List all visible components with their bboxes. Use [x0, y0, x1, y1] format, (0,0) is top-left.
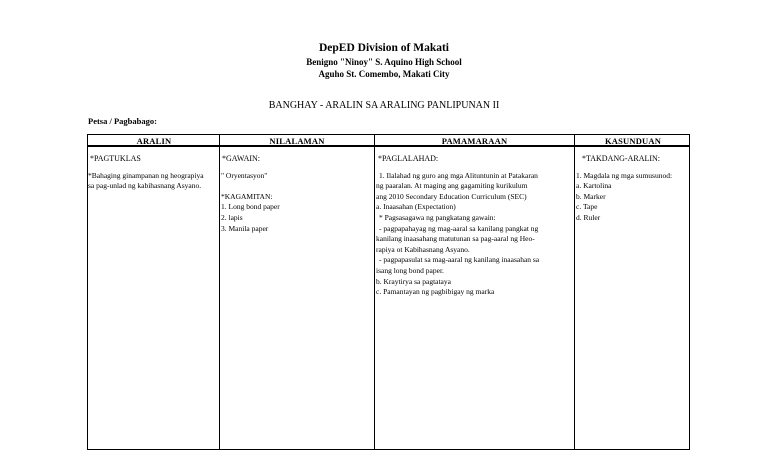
- kagamitan-item: 2. lapis: [221, 212, 243, 222]
- pamamaraan-line: kanilang inaasahang matutunan sa pag-aaral ng Heo-: [376, 234, 535, 244]
- pamamaraan-line: b. Kraytirya sa pagtataya: [376, 276, 451, 286]
- kasunduan-line: 1. Magdala ng mga sumusunod:: [576, 170, 673, 180]
- pamamaraan-line: rapiya ot Kabihasnang Asyano.: [376, 244, 470, 254]
- gawain-value: " Oryentasyon": [221, 170, 268, 180]
- kasunduan-line: d. Ruler: [576, 212, 601, 222]
- kasunduan-cell: [576, 154, 672, 224]
- school-name: Benigno "Ninoy" S. Aquino High School: [306, 57, 462, 67]
- nilalaman-cell: [221, 154, 280, 234]
- pamamaraan-line: * Pagsasagawa ng pangkatang gawain:: [379, 212, 496, 222]
- kagamitan-heading: *KAGAMITAN:: [221, 191, 273, 201]
- lesson-plan-title: BANGHAY - ARALIN SA ARALING PANLIPUNAN II: [268, 100, 500, 111]
- school-address: Aguho St. Comembo, Makati City: [318, 69, 450, 79]
- lesson-plan-table: [87, 134, 690, 450]
- pamamaraan-line: isang long bond paper.: [376, 265, 444, 275]
- table-header-row: [88, 135, 689, 147]
- kasunduan-line: b. Marker: [576, 191, 606, 201]
- pamamaraan-line: a. Inaasahan (Expectation): [376, 202, 456, 212]
- aralin-line: *Bahaging ginampanan ng heograpiya: [88, 170, 204, 180]
- header-pamamaraan: PAMAMARAAN: [441, 136, 508, 146]
- pamamaraan-cell: [376, 154, 539, 298]
- aralin-heading: *PAGTUKLAS: [90, 154, 141, 163]
- school-division-title: DepED Division of Makati: [318, 42, 450, 54]
- pamamaraan-line: ang 2010 Secondary Education Curriculum (SEC): [376, 191, 527, 201]
- takdang-aralin-heading: *TAKDANG-ARALIN:: [582, 154, 661, 163]
- column-divider: [574, 135, 575, 449]
- column-divider: [374, 135, 375, 449]
- header-aralin: ARALIN: [136, 136, 172, 146]
- aralin-cell: [88, 154, 204, 192]
- kasunduan-line: a. Kartolina: [576, 181, 612, 191]
- paglalahad-heading: *PAGLALAHAD:: [378, 154, 439, 163]
- petsa-label: Petsa / Pagbabago:: [88, 116, 157, 126]
- pamamaraan-line: ng paaralan. At maging ang gagamiting kurikulum: [376, 181, 528, 191]
- kasunduan-line: c. Tape: [576, 202, 598, 212]
- kagamitan-item: 3. Manila paper: [221, 223, 269, 233]
- pamamaraan-line: - pagpapasulat sa mag-aaral ng kanilang inaasahan sa: [379, 255, 540, 265]
- header-kasunduan: KASUNDUAN: [604, 136, 662, 146]
- header-nilalaman: NILALAMAN: [269, 136, 325, 146]
- aralin-line: sa pag-unlad ng kabihasnang Asyano.: [88, 181, 202, 191]
- pamamaraan-line: c. Pamantayan ng pagbibigay ng marka: [376, 287, 495, 297]
- kagamitan-item: 1. Long bond paper: [221, 202, 280, 212]
- pamamaraan-line: - pagpapahayag ng mag-aaral sa kanilang pangkat ng: [379, 223, 539, 233]
- gawain-heading: *GAWAIN:: [222, 154, 261, 163]
- pamamaraan-line: 1. Ilalahad ng guro ang mga Alituntunin at Patakaran: [379, 170, 538, 180]
- column-divider: [219, 135, 220, 449]
